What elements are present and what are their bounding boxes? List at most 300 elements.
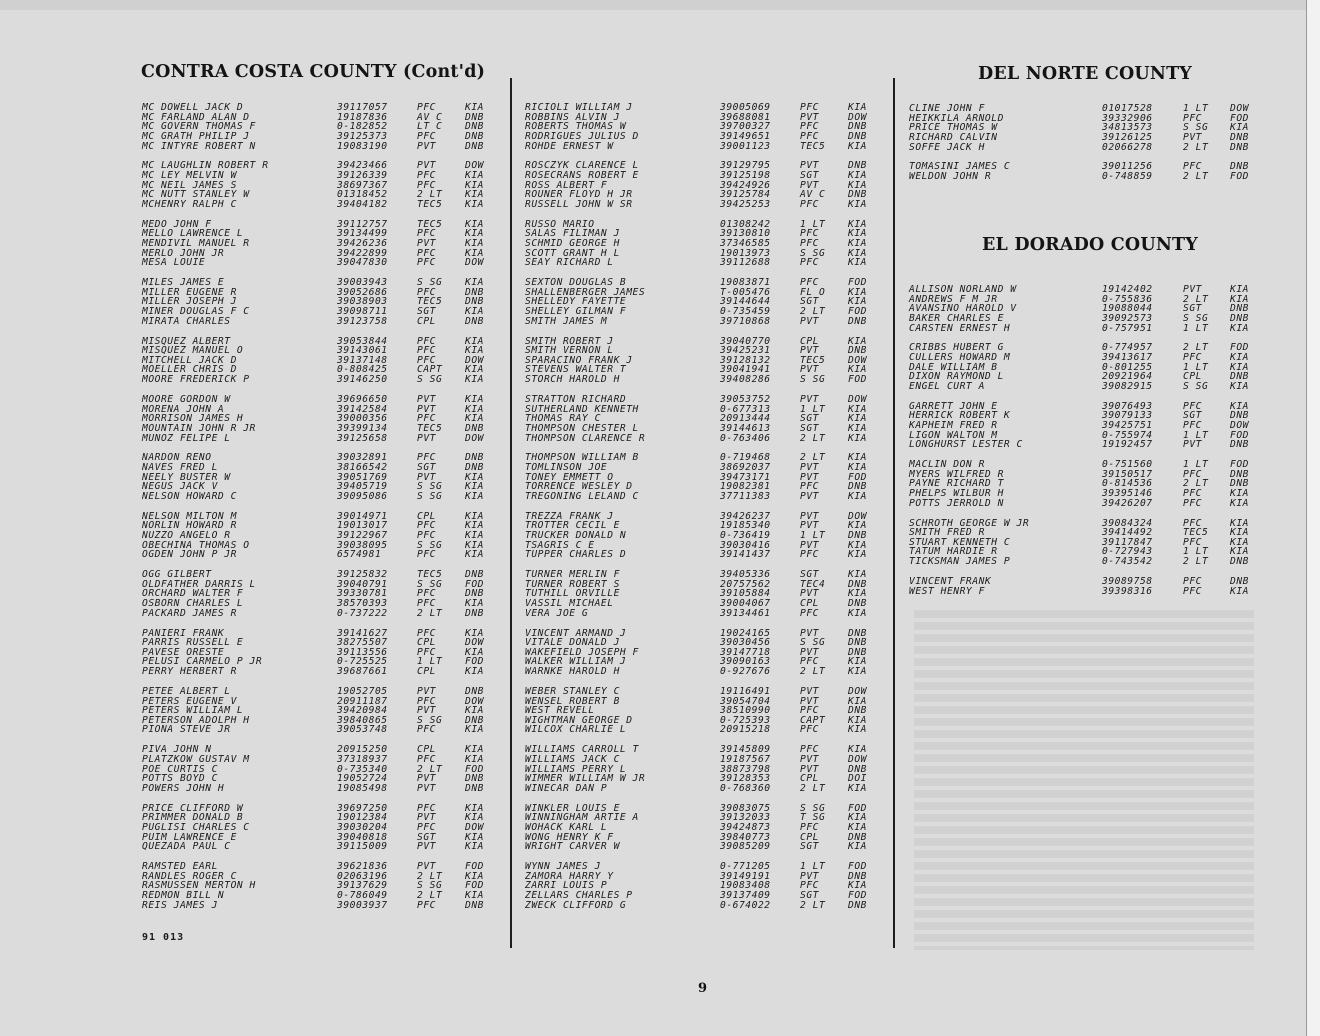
entry-serial-number: 39126339 xyxy=(337,170,388,182)
entry-status: KIA xyxy=(848,228,867,240)
entry-rank: PFC xyxy=(417,899,436,911)
entry-status: DNB xyxy=(465,685,484,697)
entry-rank: PFC xyxy=(800,656,819,668)
entry-rank: 1 LT xyxy=(800,218,826,230)
entry-status: KIA xyxy=(465,238,484,250)
entry-name: MC FARLAND ALAN D xyxy=(142,111,250,123)
entry-status: DOW xyxy=(465,160,484,172)
entry-name: PLATZKOW GUSTAV M xyxy=(142,753,250,765)
entry-status: DNB xyxy=(1230,556,1249,568)
entry-name: MERLO JOHN JR xyxy=(142,247,225,259)
entry-status: KIA xyxy=(1230,400,1249,412)
entry-name: CLINE JOHN F xyxy=(909,103,985,114)
entry-rank: PVT xyxy=(800,111,819,123)
entry-serial-number: 0-757951 xyxy=(1102,322,1153,334)
entry-name: VERA JOE G xyxy=(525,607,589,619)
entry-name: WONG HENRY K F xyxy=(525,831,614,843)
entry-rank: 1 LT xyxy=(1183,103,1209,114)
entry-name: PANIERI FRANK xyxy=(142,627,225,639)
entry-name: WILLIAMS PERRY L xyxy=(525,763,627,775)
entry-serial-number: 39332906 xyxy=(1102,112,1153,124)
entry-serial-number: 0-719468 xyxy=(720,452,771,464)
entry-serial-number: 19013017 xyxy=(337,520,388,532)
entry-serial-number: 39147718 xyxy=(720,646,771,658)
entry-serial-number: 39330781 xyxy=(337,588,388,600)
entry-status: KIA xyxy=(465,520,484,532)
entry-status: FOD xyxy=(848,471,867,483)
entry-name: TREGONING LELAND C xyxy=(525,490,639,502)
entry-serial-number: 39076493 xyxy=(1102,400,1153,412)
entry-rank: PVT xyxy=(800,471,819,483)
entry-serial-number: 19012384 xyxy=(337,812,388,824)
entry-status: KIA xyxy=(848,238,867,250)
entry-name: SMITH ROBERT J xyxy=(525,335,614,347)
entry-rank: 1 LT xyxy=(1183,459,1209,471)
entry-status: KIA xyxy=(848,422,867,434)
entry-name: RANDLES ROGER C xyxy=(142,870,237,882)
bleed-through-shadow xyxy=(914,610,1254,950)
entry-name: MIRATA CHARLES xyxy=(142,315,231,327)
entry-rank: PVT xyxy=(800,588,819,600)
entry-name: OGDEN JOHN P JR xyxy=(142,549,237,561)
entry-serial-number: 0-786049 xyxy=(337,890,388,901)
entry-serial-number: 39137409 xyxy=(720,890,771,901)
entry-rank: PVT xyxy=(417,705,436,717)
entry-name: WIGHTMAN GEORGE D xyxy=(525,714,633,726)
entry-serial-number: 0-735459 xyxy=(720,306,771,318)
entry-name: WILLIAMS CARROLL T xyxy=(525,744,639,756)
entry-serial-number: 39130810 xyxy=(720,228,771,240)
entry-status: KIA xyxy=(465,539,484,551)
entry-serial-number: 39001123 xyxy=(720,140,771,152)
entry-serial-number: 20911187 xyxy=(337,695,388,707)
entry-serial-number: 39098711 xyxy=(337,306,388,318)
entry-name: MCHENRY RALPH C xyxy=(142,198,237,210)
entry-status: FOD xyxy=(848,802,867,814)
entry-name: SPARACINO FRANK J xyxy=(525,354,633,366)
entry-name: LONGHURST LESTER C xyxy=(909,439,1023,451)
entry-rank: S SG xyxy=(800,247,826,259)
entry-serial-number: 38510990 xyxy=(720,705,771,717)
entry-status: KIA xyxy=(1230,380,1249,392)
entry-name: OBECHINA THOMAS O xyxy=(142,539,250,551)
entry-serial-number: 39032891 xyxy=(337,452,388,464)
entry-rank: CPL xyxy=(800,773,819,785)
entry-status: DNB xyxy=(465,130,484,142)
entry-status: KIA xyxy=(848,588,867,600)
entry-name: AVANSINO HAROLD V xyxy=(909,303,1017,315)
entry-name: TOMASINI JAMES C xyxy=(909,161,1011,173)
entry-name: MUNOZ FELIPE L xyxy=(142,432,231,444)
entry-name: MORENA JOHN A xyxy=(142,403,225,415)
entry-rank: 1 LT xyxy=(1183,546,1209,558)
entry-status: DNB xyxy=(848,130,867,142)
entry-name: RUSSELL JOHN W SR xyxy=(525,198,633,210)
entry-status: KIA xyxy=(848,607,867,619)
entry-serial-number: 01318452 xyxy=(337,189,388,201)
entry-name: PUIM LAWRENCE E xyxy=(142,831,237,843)
entry-name: WILCOX CHARLIE L xyxy=(525,724,627,736)
entry-rank: SGT xyxy=(800,890,819,901)
entry-status: DNB xyxy=(848,578,867,590)
entry-serial-number: 19082381 xyxy=(720,481,771,493)
entry-serial-number: 39030204 xyxy=(337,821,388,833)
entry-rank: PFC xyxy=(417,354,436,366)
entry-status: DNB xyxy=(848,160,867,172)
entry-name: MOORE GORDON W xyxy=(142,393,231,405)
entry-name: ENGEL CURT A xyxy=(909,380,985,392)
entry-serial-number: 02063196 xyxy=(337,870,388,882)
entry-rank: PFC xyxy=(800,724,819,736)
entry-rank: PFC xyxy=(800,821,819,833)
entry-name: DIXON RAYMOND L xyxy=(909,371,1004,383)
entry-status: KIA xyxy=(848,724,867,736)
entry-rank: 2 LT xyxy=(800,452,826,464)
entry-name: POTTS BOYD C xyxy=(142,773,218,785)
entry-rank: PFC xyxy=(800,880,819,892)
column-divider-2 xyxy=(893,78,895,948)
entry-rank: PFC xyxy=(1183,536,1202,548)
entry-rank: PVT xyxy=(417,432,436,444)
entry-rank: S SG xyxy=(1183,380,1209,392)
entry-serial-number: 20921964 xyxy=(1102,371,1153,383)
entry-status: DNB xyxy=(848,315,867,327)
entry-name: ROSCZYK CLARENCE L xyxy=(525,160,639,172)
entry-rank: PFC xyxy=(800,744,819,756)
entry-rank: PFC xyxy=(417,102,436,113)
entry-name: MYERS WILFRED R xyxy=(909,468,1004,480)
entry-status: DNB xyxy=(465,422,484,434)
entry-serial-number: 39424926 xyxy=(720,179,771,191)
entry-rank: 2 LT xyxy=(417,890,443,901)
entry-name: PETERS WILLIAM L xyxy=(142,705,244,717)
entry-name: REIS JAMES J xyxy=(142,899,218,911)
entry-status: KIA xyxy=(465,189,484,201)
entry-rank: PVT xyxy=(800,490,819,502)
entry-name: WELDON JOHN R xyxy=(909,171,992,183)
entry-serial-number: 39040770 xyxy=(720,335,771,347)
entry-rank: PVT xyxy=(417,861,436,873)
entry-status: DNB xyxy=(848,899,867,911)
entry-rank: 2 LT xyxy=(800,666,826,678)
entry-name: NARDON RENO xyxy=(142,452,212,464)
entry-serial-number: 39125832 xyxy=(337,569,388,581)
entry-serial-number: 39840773 xyxy=(720,831,771,843)
entry-name: WINNINGHAM ARTIE A xyxy=(525,812,639,824)
entry-name: OLDFATHER DARRIS L xyxy=(142,578,256,590)
entry-status: KIA xyxy=(465,705,484,717)
entry-rank: S SG xyxy=(417,714,443,726)
column-divider-1 xyxy=(510,78,512,948)
entry-rank: TEC5 xyxy=(800,140,826,152)
entry-rank: PVT xyxy=(800,393,819,405)
entry-status: KIA xyxy=(848,364,867,376)
entry-name: POWERS JOHN H xyxy=(142,782,225,794)
entry-status: DOW xyxy=(1230,420,1249,432)
entry-status: DNB xyxy=(848,870,867,882)
entry-rank: CPL xyxy=(417,315,436,327)
entry-status: KIA xyxy=(1230,527,1249,539)
entry-serial-number: 6574981 xyxy=(337,549,382,561)
entry-rank: 2 LT xyxy=(417,607,443,619)
entry-serial-number: 39051769 xyxy=(337,471,388,483)
entry-rank: AV C xyxy=(417,111,443,123)
entry-serial-number: 19187567 xyxy=(720,753,771,765)
entry-name: OGG GILBERT xyxy=(142,569,212,581)
entry-serial-number: 02066278 xyxy=(1102,141,1153,153)
entry-serial-number: 0-674022 xyxy=(720,899,771,911)
entry-name: CRIBBS HUBERT G xyxy=(909,342,1004,354)
entry-rank: PFC xyxy=(800,102,819,113)
entry-serial-number: 39473171 xyxy=(720,471,771,483)
entry-status: KIA xyxy=(1230,284,1249,295)
entry-status: KIA xyxy=(465,277,484,289)
entry-rank: PFC xyxy=(800,705,819,717)
entry-serial-number: 0-737222 xyxy=(337,607,388,619)
entry-serial-number: 39405719 xyxy=(337,481,388,493)
entry-serial-number: 20757562 xyxy=(720,578,771,590)
entry-serial-number: 0-727943 xyxy=(1102,546,1153,558)
entry-status: DNB xyxy=(848,627,867,639)
entry-serial-number: 39082915 xyxy=(1102,380,1153,392)
entry-name: NUZZO ANGELO R xyxy=(142,530,231,542)
entry-status: KIA xyxy=(848,520,867,532)
entry-serial-number: 39408286 xyxy=(720,374,771,386)
entry-rank: SGT xyxy=(1183,303,1202,315)
entry-serial-number: 19083190 xyxy=(337,140,388,152)
entry-serial-number: 39404182 xyxy=(337,198,388,210)
entry-name: SCHMID GEORGE H xyxy=(525,238,620,250)
entry-name: MINER DOUGLAS F C xyxy=(142,306,250,318)
entry-name: MISQUEZ ALBERT xyxy=(142,335,231,347)
entry-name: MILES JAMES E xyxy=(142,277,225,289)
entry-serial-number: 39095086 xyxy=(337,490,388,502)
entry-serial-number: 39128132 xyxy=(720,354,771,366)
entry-rank: PVT xyxy=(800,753,819,765)
entry-status: KIA xyxy=(1230,497,1249,509)
entry-rank: TEC5 xyxy=(417,422,443,434)
entry-name: MILLER JOSEPH J xyxy=(142,296,237,308)
entry-serial-number: 39422899 xyxy=(337,247,388,259)
entry-status: FOD xyxy=(465,861,484,873)
entry-name: SCOTT GRANT H L xyxy=(525,247,620,259)
entry-name: VITALE DONALD J xyxy=(525,637,620,649)
entry-status: KIA xyxy=(465,481,484,493)
entry-serial-number: 39112757 xyxy=(337,218,388,230)
entry-status: KIA xyxy=(848,335,867,347)
entry-serial-number: 39112688 xyxy=(720,257,771,269)
entry-name: STUART KENNETH C xyxy=(909,536,1011,548)
entry-rank: PFC xyxy=(1183,112,1202,124)
entry-status: KIA xyxy=(848,247,867,259)
entry-status: DNB xyxy=(465,111,484,123)
entry-rank: PVT xyxy=(417,140,436,152)
entry-name: PETEE ALBERT L xyxy=(142,685,231,697)
entry-serial-number: 39696650 xyxy=(337,393,388,405)
entry-serial-number: 19085498 xyxy=(337,782,388,794)
entry-serial-number: 39420984 xyxy=(337,705,388,717)
entry-serial-number: 39040818 xyxy=(337,831,388,843)
entry-status: KIA xyxy=(465,306,484,318)
entry-status: KIA xyxy=(465,247,484,259)
heading-del-norte: DEL NORTE COUNTY xyxy=(978,64,1192,84)
entry-status: DNB xyxy=(465,773,484,785)
page-right-edge xyxy=(1306,0,1320,1036)
entry-name: SHALLENBERGER JAMES xyxy=(525,286,646,298)
entry-rank: SGT xyxy=(800,569,819,581)
entry-name: TICKSMAN JAMES P xyxy=(909,556,1011,568)
entry-status: KIA xyxy=(465,102,484,113)
entry-serial-number: 39398316 xyxy=(1102,585,1153,597)
entry-rank: PFC xyxy=(417,247,436,259)
entry-name: RICIOLI WILLIAM J xyxy=(525,102,633,113)
entry-serial-number: 0-927676 xyxy=(720,666,771,678)
entry-name: TUPPER CHARLES D xyxy=(525,549,627,561)
entry-rank: S SG xyxy=(417,374,443,386)
entry-rank: PFC xyxy=(417,413,436,425)
entry-status: DNB xyxy=(1230,312,1249,324)
entry-serial-number: 19052724 xyxy=(337,773,388,785)
entry-rank: PFC xyxy=(417,598,436,610)
entry-serial-number: 39697250 xyxy=(337,802,388,814)
entry-name: STEVENS WALTER T xyxy=(525,364,627,376)
entry-status: KIA xyxy=(465,413,484,425)
entry-rank: PVT xyxy=(417,471,436,483)
entry-rank: FL O xyxy=(800,286,826,298)
entry-rank: S SG xyxy=(800,374,826,386)
entry-name: TUTHILL ORVILLE xyxy=(525,588,620,600)
entry-name: THOMAS RAY C xyxy=(525,413,601,425)
entry-name: NEGUS JACK V xyxy=(142,481,218,493)
entry-rank: SGT xyxy=(417,306,436,318)
entry-status: DOI xyxy=(848,773,867,785)
entry-rank: S SG xyxy=(417,490,443,502)
entry-name: RICHARD CALVIN xyxy=(909,131,998,143)
entry-serial-number: 39134499 xyxy=(337,228,388,240)
entry-rank: PVT xyxy=(800,179,819,191)
entry-rank: SGT xyxy=(417,831,436,843)
entry-status: DNB xyxy=(465,588,484,600)
entry-status: FOD xyxy=(1230,429,1249,441)
entry-status: DNB xyxy=(1230,468,1249,480)
entry-serial-number: 39710868 xyxy=(720,315,771,327)
entry-rank: S SG xyxy=(1183,312,1209,324)
entry-serial-number: 39125373 xyxy=(337,130,388,142)
entry-status: DNB xyxy=(465,140,484,152)
entry-status: KIA xyxy=(465,841,484,853)
entry-rank: PFC xyxy=(417,130,436,142)
entry-serial-number: 39137629 xyxy=(337,880,388,892)
entry-status: KIA xyxy=(1230,293,1249,305)
entry-status: KIA xyxy=(465,530,484,542)
entry-status: KIA xyxy=(465,490,484,502)
entry-rank: TEC5 xyxy=(417,296,443,308)
entry-status: DOW xyxy=(848,111,867,123)
entry-status: DNB xyxy=(1230,161,1249,173)
entry-rank: TEC4 xyxy=(800,578,826,590)
entry-status: DNB xyxy=(465,296,484,308)
entry-rank: PVT xyxy=(800,870,819,882)
entry-serial-number: 39125784 xyxy=(720,189,771,201)
entry-serial-number: 39122967 xyxy=(337,530,388,542)
entry-status: KIA xyxy=(848,286,867,298)
entry-name: VINCENT FRANK xyxy=(909,575,992,587)
entry-status: DOW xyxy=(465,257,484,269)
entry-rank: PFC xyxy=(800,277,819,289)
entry-serial-number: 39687661 xyxy=(337,666,388,678)
entry-name: PACKARD JAMES R xyxy=(142,607,237,619)
entry-rank: 2 LT xyxy=(800,306,826,318)
entry-name: QUEZADA PAUL C xyxy=(142,841,231,853)
entry-rank: S SG xyxy=(417,481,443,493)
entry-status: FOD xyxy=(848,306,867,318)
entry-rank: TEC5 xyxy=(1183,527,1209,539)
entry-rank: 2 LT xyxy=(800,432,826,444)
entry-status: FOD xyxy=(1230,171,1249,183)
entry-status: DNB xyxy=(1230,478,1249,490)
entry-serial-number: 39399134 xyxy=(337,422,388,434)
entry-rank: SGT xyxy=(800,413,819,425)
entry-serial-number: 39149651 xyxy=(720,130,771,142)
entry-status: KIA xyxy=(465,549,484,561)
entry-name: ANDREWS F M JR xyxy=(909,293,998,305)
entry-name: RASMUSSEN MERTON H xyxy=(142,880,256,892)
entry-serial-number: 39038095 xyxy=(337,539,388,551)
entry-status: DNB xyxy=(1230,141,1249,153)
entry-serial-number: 38692037 xyxy=(720,461,771,473)
entry-status: FOD xyxy=(848,890,867,901)
entry-status: KIA xyxy=(848,102,867,113)
entry-serial-number: 39141437 xyxy=(720,549,771,561)
entry-status: DNB xyxy=(465,121,484,133)
entry-status: KIA xyxy=(465,393,484,405)
entry-status: DNB xyxy=(848,637,867,649)
entry-rank: PFC xyxy=(800,257,819,269)
entry-serial-number: 39115009 xyxy=(337,841,388,853)
entry-rank: PFC xyxy=(800,238,819,250)
entry-serial-number: 19013973 xyxy=(720,247,771,259)
entry-serial-number: 0-814536 xyxy=(1102,478,1153,490)
entry-name: TOMLINSON JOE xyxy=(525,461,608,473)
entry-name: DALE WILLIAM B xyxy=(909,361,998,373)
entry-status: KIA xyxy=(848,140,867,152)
entry-name: WEBER STANLEY C xyxy=(525,685,620,697)
entry-status: KIA xyxy=(465,335,484,347)
entry-name: PUGLISI CHARLES C xyxy=(142,821,250,833)
entry-serial-number: 39000356 xyxy=(337,413,388,425)
entry-rank: PVT xyxy=(800,510,819,522)
entry-name: SUTHERLAND KENNETH xyxy=(525,403,639,415)
entry-name: THOMPSON WILLIAM B xyxy=(525,452,639,464)
entry-rank: SGT xyxy=(800,422,819,434)
entry-serial-number: 39414492 xyxy=(1102,527,1153,539)
entry-status: DOW xyxy=(465,432,484,444)
entry-rank: PVT xyxy=(417,403,436,415)
entry-status: KIA xyxy=(465,198,484,210)
entry-serial-number: 19052705 xyxy=(337,685,388,697)
entry-serial-number: 19083871 xyxy=(720,277,771,289)
entry-status: KIA xyxy=(848,549,867,561)
entry-rank: 1 LT xyxy=(800,403,826,415)
entry-serial-number: 39053844 xyxy=(337,335,388,347)
entry-name: MC LEY MELVIN W xyxy=(142,170,237,182)
entry-rank: PFC xyxy=(800,549,819,561)
entry-status: KIA xyxy=(465,228,484,240)
entry-serial-number: 39004067 xyxy=(720,598,771,610)
entry-serial-number: 39405336 xyxy=(720,569,771,581)
entry-name: PRICE THOMAS W xyxy=(909,122,998,134)
entry-rank: CPL xyxy=(417,744,436,756)
